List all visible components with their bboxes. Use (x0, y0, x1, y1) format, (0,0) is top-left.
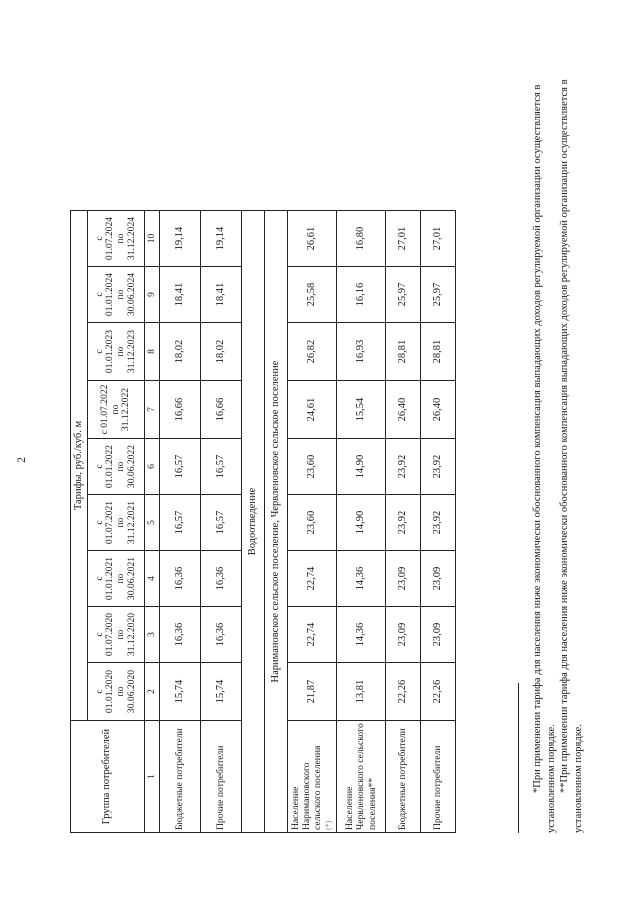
table-row (337, 211, 386, 833)
period-header (88, 495, 145, 551)
section-row (242, 211, 265, 833)
tariff-value: 19,14 (160, 211, 201, 267)
column-number: 3 (145, 607, 160, 663)
period-header (88, 607, 145, 663)
tariff-value: 25,58 (288, 267, 337, 323)
period-line: 01.01.2023 (104, 329, 116, 374)
period-line: 30.06.2020 (125, 669, 137, 714)
tariff-value: 26,61 (288, 211, 337, 267)
tariff-value: 27,01 (421, 211, 456, 267)
tariff-value: 18,02 (201, 323, 242, 381)
tariff-value: 22,74 (288, 551, 337, 607)
period-line: с (93, 576, 105, 581)
tariff-value: 23,09 (421, 607, 456, 663)
period-line: по (115, 573, 126, 584)
tariff-value: 25,97 (421, 267, 456, 323)
tariff-value: 16,36 (201, 607, 242, 663)
tariff-value: 16,36 (201, 551, 242, 607)
period-line: 30.06.2021 (125, 556, 137, 601)
period-line: 01.07.2024 (104, 216, 116, 261)
tariff-value: 16,66 (201, 381, 242, 439)
tariff-value: 27,01 (386, 211, 421, 267)
subsection-title: Наримановское сельское поселение, Червленовское сельское поселение (265, 211, 288, 833)
tariff-value: 22,26 (386, 663, 421, 721)
period-line: с (93, 632, 105, 637)
row-label (288, 721, 337, 833)
tariff-value: 14,90 (337, 439, 386, 495)
tariff-value: 28,81 (421, 323, 456, 381)
tariff-value: 23,92 (421, 495, 456, 551)
period-line: 01.07.2020 (104, 612, 116, 657)
period-line: с (93, 292, 105, 297)
tariff-value: 16,36 (160, 607, 201, 663)
footnote-2: **При применении тарифа для населения ниже экономически обоснованного компенсация выпадающих доходов регулируемой организации осуществляется в установленном порядке. (559, 79, 584, 833)
table-row (288, 211, 337, 833)
period-line: 31.12.2024 (125, 216, 137, 261)
row-label-text: Население Червленовского сельского поселения** (344, 723, 378, 830)
page-number: 2 (14, 457, 28, 463)
period-line: 01.01.2021 (104, 556, 116, 601)
period-line: с (93, 464, 105, 469)
column-number: 10 (145, 211, 160, 267)
period-line: по (115, 233, 126, 244)
period-line: 30.06.2022 (125, 444, 137, 489)
period-line: 30.06.2024 (125, 272, 137, 317)
tariff-value: 18,41 (160, 267, 201, 323)
tariff-value: 23,09 (421, 551, 456, 607)
tariff-value: 13,81 (337, 663, 386, 721)
tariff-value: 26,82 (288, 323, 337, 381)
group-header: Группа потребителей (71, 721, 145, 833)
period-line: по (115, 289, 126, 300)
tariff-value: 16,16 (337, 267, 386, 323)
column-number: 2 (145, 663, 160, 721)
tariff-value: 24,61 (288, 381, 337, 439)
period-line: с (93, 349, 105, 354)
tariff-value: 16,93 (337, 323, 386, 381)
tariff-value: 23,60 (288, 495, 337, 551)
row-label (201, 721, 242, 833)
column-number: 1 (145, 721, 160, 833)
tariff-value: 25,97 (386, 267, 421, 323)
column-number: 4 (145, 551, 160, 607)
row-label (160, 721, 201, 833)
period-line: 01.01.2024 (104, 272, 116, 317)
tariff-value: 22,26 (421, 663, 456, 721)
tariff-value: 16,57 (160, 439, 201, 495)
tariff-table (70, 210, 456, 833)
row-label-text: Прочие потребители (215, 745, 227, 830)
tariff-value: 22,74 (288, 607, 337, 663)
section-title: Водоотведение (242, 211, 265, 833)
column-number: 6 (145, 439, 160, 495)
tariff-value: 23,92 (386, 495, 421, 551)
tariff-value: 23,92 (386, 439, 421, 495)
column-number: 7 (145, 381, 160, 439)
period-header (88, 663, 145, 721)
period-line: 01.01.2022 (104, 444, 116, 489)
period-header (88, 323, 145, 381)
column-number: 8 (145, 323, 160, 381)
period-line: 31.12.2022 (120, 387, 132, 432)
period-line: с (93, 236, 105, 241)
row-mark: (*) (324, 820, 334, 830)
period-header (88, 439, 145, 495)
tariff-value: 18,02 (160, 323, 201, 381)
footnote-rule (518, 683, 519, 833)
row-label (337, 721, 386, 833)
column-number: 5 (145, 495, 160, 551)
tariff-value: 16,57 (201, 495, 242, 551)
row-label (386, 721, 421, 833)
tariff-value: 16,57 (201, 439, 242, 495)
period-header (88, 381, 145, 439)
tariff-value: 16,36 (160, 551, 201, 607)
period-line: по (115, 629, 126, 640)
tariff-value: 23,09 (386, 607, 421, 663)
period-line: по (115, 686, 126, 697)
period-line: с 01.07.2022 (98, 384, 110, 435)
table-row (160, 211, 201, 833)
footnotes (518, 63, 586, 833)
period-line: 01.01.2020 (104, 669, 116, 714)
table-row (421, 211, 456, 833)
row-label-text: Бюджетные потребители (397, 728, 409, 830)
table-row (201, 211, 242, 833)
period-header (88, 211, 145, 267)
row-label (421, 721, 456, 833)
row-label-text: Прочие потребители (432, 745, 444, 830)
row-label-text: Бюджетные потребители (174, 728, 186, 830)
period-line: с (93, 520, 105, 525)
tariff-header: Тарифы, руб./куб. м (71, 211, 88, 721)
tariff-value: 23,92 (421, 439, 456, 495)
tariff-value: 26,40 (386, 381, 421, 439)
period-line: по (115, 461, 126, 472)
tariff-value: 23,60 (288, 439, 337, 495)
table-header-row (71, 211, 88, 833)
tariff-value: 16,80 (337, 211, 386, 267)
tariff-value: 23,09 (386, 551, 421, 607)
footnote-1: *При применении тарифа для населения ниже экономически обоснованного компенсация выпадающих доходов регулируемой организации осуществляется в установленном порядке. (532, 84, 557, 833)
tariff-value: 19,14 (201, 211, 242, 267)
tariff-value: 18,41 (201, 267, 242, 323)
tariff-value: 14,90 (337, 495, 386, 551)
period-line: 01.07.2021 (104, 500, 116, 545)
row-label-text: Население Наримановского сельского поселения (289, 745, 323, 830)
column-number: 9 (145, 267, 160, 323)
column-number-row (145, 211, 160, 833)
subsection-row (265, 211, 288, 833)
period-line: с (93, 689, 105, 694)
tariff-value: 14,36 (337, 551, 386, 607)
period-line: 31.12.2023 (125, 329, 137, 374)
tariff-value: 16,57 (160, 495, 201, 551)
table-row (386, 211, 421, 833)
period-header (88, 267, 145, 323)
tariff-value: 21,87 (288, 663, 337, 721)
period-header (88, 551, 145, 607)
period-line: по (115, 517, 126, 528)
period-line: 31.12.2020 (125, 612, 137, 657)
tariff-value: 16,66 (160, 381, 201, 439)
tariff-value: 15,74 (160, 663, 201, 721)
tariff-value: 14,36 (337, 607, 386, 663)
tariff-value: 15,54 (337, 381, 386, 439)
tariff-value: 26,40 (421, 381, 456, 439)
period-line: 31.12.2021 (125, 500, 137, 545)
tariff-value: 15,74 (201, 663, 242, 721)
tariff-value: 28,81 (386, 323, 421, 381)
period-line: по (109, 404, 121, 415)
period-line: по (115, 346, 126, 357)
